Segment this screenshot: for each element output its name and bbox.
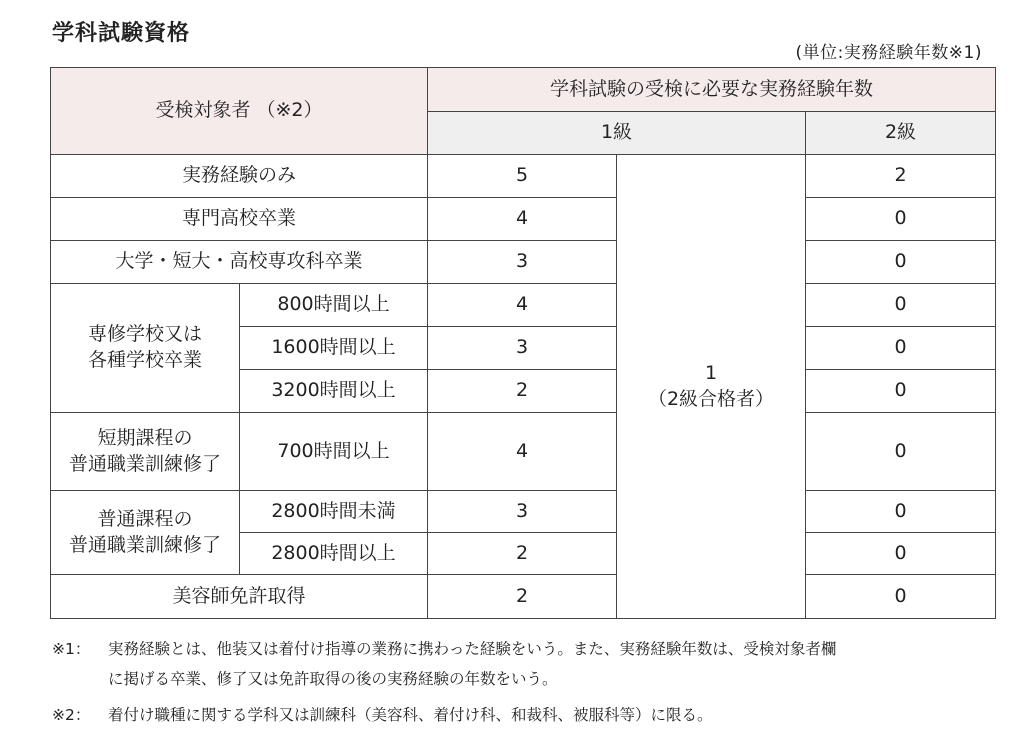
grade1-value: 4 <box>428 413 617 491</box>
grade1-value: 3 <box>428 491 617 533</box>
grade2-value: 0 <box>806 370 996 413</box>
footnote-2 <box>52 700 1002 730</box>
sub-label: 3200時間以上 <box>240 370 428 413</box>
footnote-text <box>108 634 1002 694</box>
footnote-mark: ※1： <box>52 640 91 658</box>
footnote-mark: ※2： <box>52 706 91 724</box>
row-label: 大学・短大・高校専攻科卒業 <box>51 241 428 284</box>
grade1-merged-cell <box>617 155 806 619</box>
header-years: 学科試験の受検に必要な実務経験年数 <box>428 68 996 112</box>
merged-value: 1 <box>704 361 718 384</box>
grade2-value: 0 <box>806 284 996 327</box>
grade2-value: 2 <box>806 155 996 198</box>
grade2-value: 0 <box>806 533 996 575</box>
grade1-value: 2 <box>428 575 617 619</box>
header-grade2: 2級 <box>806 112 996 155</box>
sub-label: 800時間以上 <box>240 284 428 327</box>
table-row <box>51 241 996 284</box>
grade1-value: 3 <box>428 327 617 370</box>
sub-label: 700時間以上 <box>240 413 428 491</box>
grade2-value: 0 <box>806 491 996 533</box>
grade2-value: 0 <box>806 327 996 370</box>
merged-note: （2級合格者） <box>647 387 775 410</box>
footnote-line: に掲げる卒業、修了又は免許取得の後の実務経験の年数をいう。 <box>108 670 558 688</box>
table-row <box>51 284 996 327</box>
group-label <box>51 413 240 491</box>
group-label-line: 普通課程の <box>97 507 193 530</box>
row-label: 美容師免許取得 <box>51 575 428 619</box>
table-row <box>51 491 996 533</box>
grade2-value: 0 <box>806 575 996 619</box>
footnote-1 <box>52 634 1002 694</box>
group-label-line: 普通職業訓練修了 <box>68 452 221 475</box>
grade1-value: 2 <box>428 533 617 575</box>
group-label-line: 各種学校卒業 <box>87 349 202 371</box>
grade1-value: 5 <box>428 155 617 198</box>
group-label-line: 専修学校又は <box>87 323 202 346</box>
qualification-table <box>50 67 996 619</box>
grade1-value: 4 <box>428 198 617 241</box>
group-label-line: 普通職業訓練修了 <box>68 533 221 556</box>
footnotes <box>52 634 1002 730</box>
sub-label: 2800時間以上 <box>240 533 428 575</box>
row-label: 専門高校卒業 <box>51 198 428 241</box>
grade1-value: 3 <box>428 241 617 284</box>
unit-note: (単位:実務経験年数※1) <box>795 43 982 63</box>
group-label-line: 短期課程の <box>97 426 193 449</box>
table-row <box>51 575 996 619</box>
footnote-text <box>108 700 1002 730</box>
header-subject: 受検対象者 （※2） <box>51 68 428 155</box>
table-row <box>51 198 996 241</box>
table-row <box>51 155 996 198</box>
sub-label: 2800時間未満 <box>240 491 428 533</box>
grade1-value: 2 <box>428 370 617 413</box>
footnote-line: 実務経験とは、他装又は着付け指導の業務に携わった経験をいう。また、実務経験年数は、受検対象者欄 <box>108 640 837 658</box>
header-grade1: 1級 <box>428 112 806 155</box>
sub-label: 1600時間以上 <box>240 327 428 370</box>
grade2-value: 0 <box>806 413 996 491</box>
page-title: 学科試験資格 <box>52 21 191 46</box>
table-header-row <box>51 68 996 112</box>
footnote-line: 着付け職種に関する学科又は訓練科（美容科、着付け科、和裁科、被服科等）に限る。 <box>108 706 713 724</box>
group-label <box>51 491 240 575</box>
grade2-value: 0 <box>806 241 996 284</box>
group-label <box>51 284 240 413</box>
grade1-value: 4 <box>428 284 617 327</box>
table-row <box>51 413 996 491</box>
row-label: 実務経験のみ <box>51 155 428 198</box>
grade2-value: 0 <box>806 198 996 241</box>
